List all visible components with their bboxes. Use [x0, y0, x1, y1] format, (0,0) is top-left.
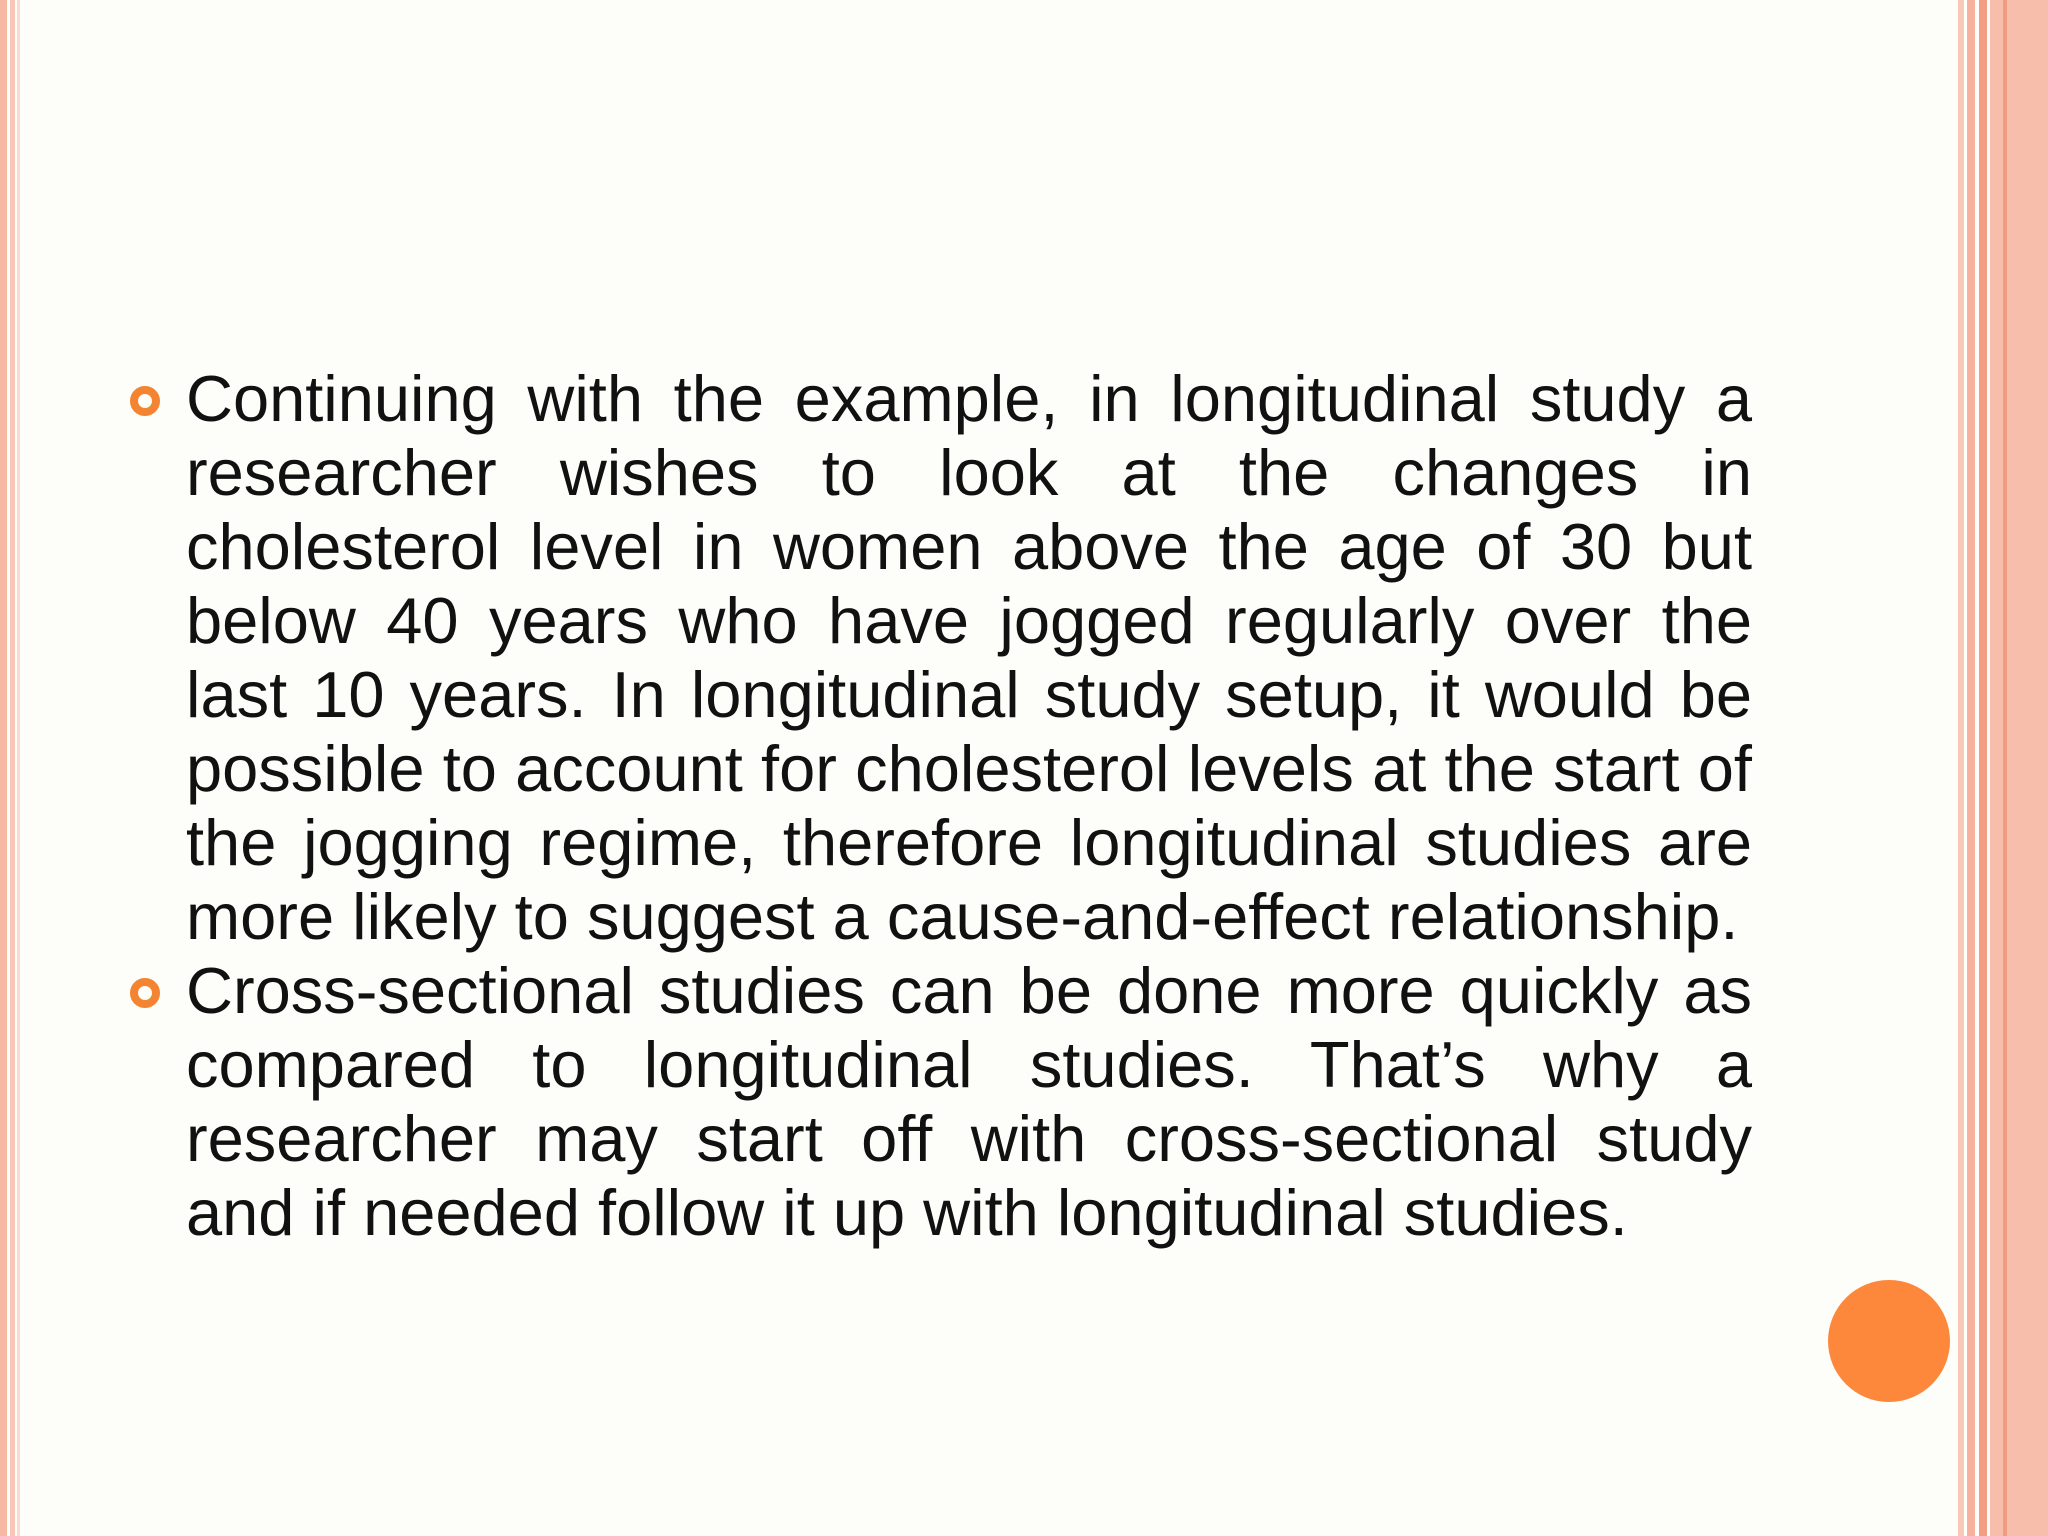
bullet-item	[130, 954, 1752, 1250]
left-border-stripe	[17, 0, 20, 1536]
left-border-stripe	[10, 0, 15, 1536]
bullet-item	[130, 362, 1752, 954]
accent-circle	[1828, 1280, 1950, 1402]
left-border-stripe	[0, 0, 7, 1536]
bullet-text: Continuing with the example, in longitudinal study a researcher wishes to look at the changes in cholesterol level in women above the age of 30 but below 40 years who have jogged regularly over the last 10 years. In longitudinal study setup, it would be possible to account for cholesterol levels at the start of the jogging regime, therefore longitudinal studies are more likely to suggest a cause-and-effect relationship.	[186, 362, 1752, 953]
right-border-stripe	[1979, 0, 1987, 1536]
right-border-stripe	[1990, 0, 2048, 1536]
bullet-circle-icon	[130, 386, 160, 416]
slide-body	[130, 362, 1752, 1250]
bullet-text: Cross-sectional studies can be done more quickly as compared to longitudinal studies. That’s why a researcher may start off with cross-sectional study and if needed follow it up with longitudinal studies.	[186, 954, 1752, 1249]
right-border-stripe	[1958, 0, 1964, 1536]
bullet-circle-icon	[130, 978, 160, 1008]
right-border-stripe	[1967, 0, 1975, 1536]
right-border-stripe	[2003, 0, 2007, 1536]
